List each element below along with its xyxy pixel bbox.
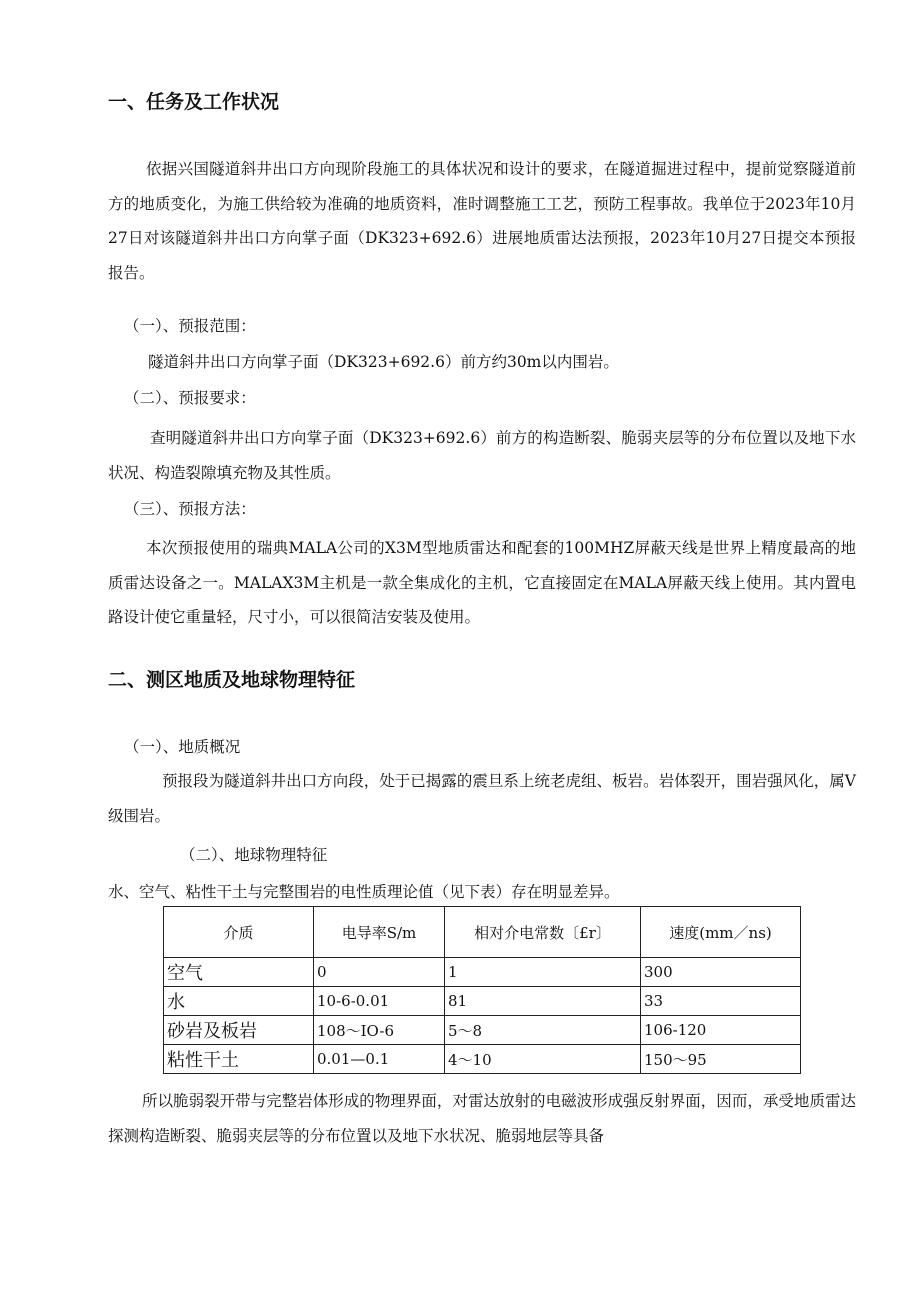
table-header-row bbox=[164, 907, 801, 958]
geophysical-features-title: （二）、地球物理特征 bbox=[180, 846, 328, 864]
table-cell: 水 bbox=[164, 987, 314, 1016]
section-1-intro-paragraph: 依据兴国隧道斜井出口方向现阶段施工的具体状况和设计的要求，在隧道掘进过程中，提前觉察隧道前方的地质变化，为施工供给较为准确的地质资料，准时调整施工工艺，预防工程事故。我单位于2023年10月27日对该隧道斜井出口方向掌子面（DK323+692.6）进展地质雷达法预报，2023年10月27日提交本预报报告。 bbox=[108, 160, 856, 282]
table-cell: 粘性干土 bbox=[164, 1045, 314, 1074]
table-intro-text: 水、空气、粘性干土与完整围岩的电性质理论值（见下表）存在明显差异。 bbox=[108, 883, 620, 901]
geology-overview-text: 预报段为隧道斜井出口方向段，处于已揭露的震旦系上统老虎组、板岩。岩体裂开，围岩强风化，属V级围岩。 bbox=[108, 772, 856, 825]
table-cell: 0.01—0.1 bbox=[314, 1045, 445, 1074]
table-cell: 106-120 bbox=[641, 1016, 801, 1045]
table-row bbox=[164, 1045, 801, 1074]
table-header-cell: 速度(mm／ns) bbox=[641, 907, 801, 958]
forecast-method-text: 本次预报使用的瑞典MALA公司的X3M型地质雷达和配套的100MHZ屏蔽天线是世界上精度最高的地质雷达设备之一。MALAX3M主机是一款全集成化的主机，它直接固定在MALA屏蔽天线上使用。其内置电路设计使它重量轻，尺寸小，可以很简洁安装及使用。 bbox=[108, 539, 856, 626]
geology-overview-title: （一）、地质概况 bbox=[124, 738, 241, 756]
table-header-cell: 电导率S/m bbox=[314, 907, 445, 958]
table-cell: 150～95 bbox=[641, 1045, 801, 1074]
section-2-heading: 二、测区地质及地球物理特征 bbox=[108, 669, 356, 691]
table-cell: 空气 bbox=[164, 958, 314, 987]
forecast-requirement-text: 查明隧道斜井出口方向掌子面（DK323+692.6）前方的构造断裂、脆弱夹层等的分布位置以及地下水状况、构造裂隙填充物及其性质。 bbox=[108, 429, 856, 482]
table-row bbox=[164, 958, 801, 987]
table-cell: 10-6-0.01 bbox=[314, 987, 445, 1016]
forecast-method-title: （三）、预报方法： bbox=[124, 500, 256, 518]
table-cell: 5～8 bbox=[445, 1016, 641, 1045]
forecast-requirement-title: （二）、预报要求： bbox=[124, 389, 256, 407]
table-cell: 0 bbox=[314, 958, 445, 987]
forecast-scope-text: 隧道斜井出口方向掌子面（DK323+692.6）前方约30m以内围岩。 bbox=[148, 353, 619, 371]
forecast-scope-title: （一）、预报范围： bbox=[124, 317, 256, 335]
table-cell: 300 bbox=[641, 958, 801, 987]
electrical-properties-table bbox=[163, 906, 801, 1074]
table-row bbox=[164, 1016, 801, 1045]
table-row bbox=[164, 987, 801, 1016]
table-header-cell: 相对介电常数〔£r〕 bbox=[445, 907, 641, 958]
table-cell: 81 bbox=[445, 987, 641, 1016]
table-cell: 砂岩及板岩 bbox=[164, 1016, 314, 1045]
table-cell: 108～IO-6 bbox=[314, 1016, 445, 1045]
table-cell: 33 bbox=[641, 987, 801, 1016]
table-cell: 4～10 bbox=[445, 1045, 641, 1074]
conclusion-paragraph: 所以脆弱裂开带与完整岩体形成的物理界面，对雷达放射的电磁波形成强反射界面，因而，承受地质雷达探测构造断裂、脆弱夹层等的分布位置以及地下水状况、脆弱地层等具备 bbox=[108, 1092, 856, 1145]
table-header-cell: 介质 bbox=[164, 907, 314, 958]
section-1-heading: 一、任务及工作状况 bbox=[108, 91, 280, 113]
table-cell: 1 bbox=[445, 958, 641, 987]
